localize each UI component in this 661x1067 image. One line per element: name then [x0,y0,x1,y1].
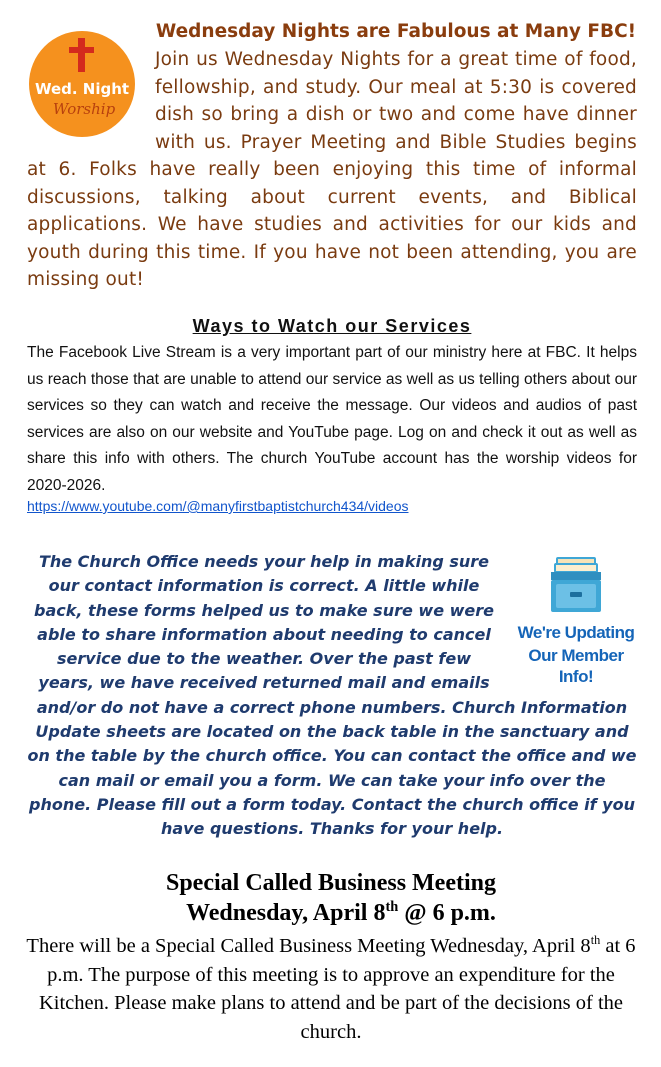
member-info-line1: We're Updating [517,623,635,642]
watch-title: Ways to Watch our Services [192,316,472,336]
meeting-title: Special Called Business Meeting [165,870,496,896]
watch-body: The Facebook Live Stream is a very important part of our ministry here at FBC. It helps us reach those that are unable to attend our service as well as us telling others about our services so they can watch and receive the message. Our videos and audios of past services are also on our website and YouTube page. Log on and check it out as well as share this info with others. The church YouTube account has the worship videos for 2020-2026. [27,344,637,494]
meeting-sub-post: @ 6 p.m. [398,900,496,926]
meeting-body-post: at 6 p.m. The purpose of this meeting is to approve an expenditure for the Kitchen. Please make plans to attend and be part of the decisions of the church. [38,935,636,1043]
church-office-section [27,550,637,842]
file-box-icon [545,554,607,616]
meeting-body-sup: th [590,933,601,948]
meeting-sub-sup: th [385,899,399,915]
member-info-line2: Our Member Info! [528,646,624,686]
meeting-subtitle [40,898,642,928]
office-body: The Church Office needs your help in making sure our contact information is correct. A little while back, these forms helped us to make sure we were able to share information about needing to cancel service due to the weather. Over the past few years, we have received returned mail and emails and/or do not have a correct phone numbers. Church Information Update sheets are located on the back table in the sanctuary and on the table by the church office. You can contact the office and we can mail or email you a form. We can take your info over the phone. Please fill out a form today. Contact the church office if you have questions. Thanks for your help. [27,552,637,839]
ways-to-watch-section [27,316,637,514]
wednesday-body: Join us Wednesday Nights for a great time of food, fellowship, and study. Our meal at 5:30 is covered dish so bring a dish or two and come have dinner with us. Prayer Meeting and Bible Studies begins at 6. Folks have really been enjoying this time of informal discussions, talking about current events, and Biblical applications. We have studies and activities for our kids and youth during this time. If you have not been attending, you are missing out! [27,49,637,290]
member-info-graphic [511,554,641,686]
badge-line1: Wed. Night [34,80,130,98]
meeting-body [20,932,642,1046]
business-meeting-section [20,868,642,1046]
youtube-link[interactable]: https://www.youtube.com/@manyfirstbaptistchurch434/videos [27,498,409,514]
meeting-body-pre: There will be a Special Called Business Meeting Wednesday, April 8 [26,935,591,957]
meeting-sub-pre: Wednesday, April 8 [186,900,386,926]
wednesday-nights-section [27,20,637,294]
wed-night-worship-badge [27,30,137,138]
wednesday-title: Wednesday Nights are Fabulous at Many FBC! [155,21,637,42]
badge-line2: Worship [52,100,116,118]
